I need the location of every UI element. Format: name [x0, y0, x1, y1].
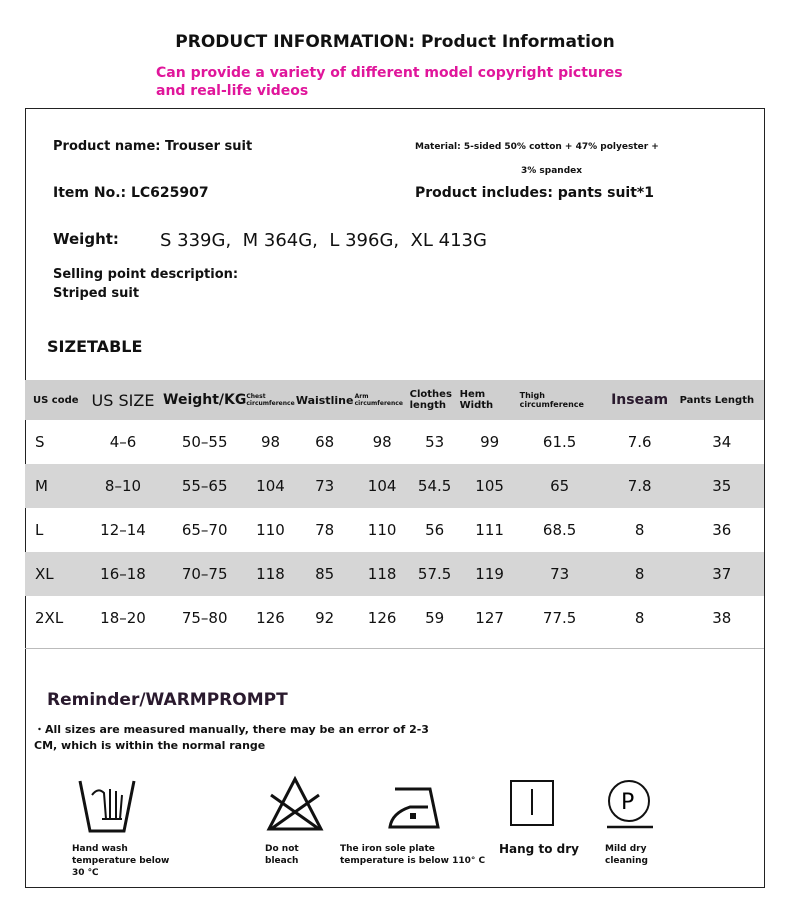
svg-text:P: P	[621, 790, 635, 815]
header-pants-length: Pants Length	[679, 394, 755, 406]
table-cell: 38	[712, 609, 732, 627]
table-cell: 73	[550, 565, 570, 583]
table-cell: 37	[712, 565, 732, 583]
table-cell: 77.5	[542, 609, 577, 627]
table-cell: 110	[256, 521, 285, 539]
table-cell: 118	[367, 565, 397, 583]
table-row	[25, 508, 764, 552]
table-cell: 53	[425, 433, 445, 451]
subtitle: Can provide a variety of different model copyright pictures and real-life videos	[156, 65, 623, 99]
table-cell: 61.5	[542, 433, 577, 451]
item-no: Item No.: LC625907	[53, 185, 209, 201]
header-waistline: Waistline	[295, 393, 354, 407]
table-cell: 36	[712, 521, 732, 539]
table-cell: 68	[315, 433, 335, 451]
table-cell: 35	[712, 477, 732, 495]
table-cell: 85	[315, 565, 335, 583]
table-cell: 65–70	[181, 521, 228, 539]
header-weight: Weight/KG	[163, 392, 247, 408]
table-cell: 126	[367, 609, 397, 627]
table-cell: 126	[256, 609, 285, 627]
header-thigh: Thigh circumference	[519, 391, 584, 409]
weight-label: Weight:	[53, 230, 119, 248]
reminder-title: Reminder/WARMPROMPT	[47, 690, 288, 710]
header-us-size: US SIZE	[91, 390, 155, 410]
table-row	[25, 552, 764, 596]
table-cell: 98	[372, 433, 392, 451]
table-cell: 12–14	[100, 521, 146, 539]
divider	[25, 648, 764, 649]
table-row	[25, 420, 764, 464]
table-cell: 99	[480, 433, 500, 451]
table-cell: 127	[475, 609, 504, 627]
table-row	[25, 596, 764, 640]
size-table	[25, 380, 764, 640]
table-cell: 16–18	[100, 565, 146, 583]
table-cell: 7.8	[627, 477, 652, 495]
table-cell: 2XL	[35, 609, 64, 627]
table-cell: 50–55	[181, 433, 228, 451]
table-cell: 111	[475, 521, 504, 539]
table-cell: 59	[425, 609, 445, 627]
table-cell: 70–75	[181, 565, 228, 583]
table-cell: 8	[634, 521, 645, 539]
table-cell: 57.5	[417, 565, 452, 583]
header-us-code: US code	[33, 394, 79, 406]
table-cell: 78	[315, 521, 335, 539]
table-cell: 56	[425, 521, 445, 539]
header-arm: Arm circumference	[354, 393, 403, 407]
header-inseam: Inseam	[611, 392, 669, 408]
header-hem-width: Hem Width	[459, 389, 494, 411]
table-cell: 105	[475, 477, 504, 495]
iron-icon	[340, 775, 500, 835]
care-no-bleach	[265, 775, 325, 867]
table-cell: 118	[256, 565, 285, 583]
table-header-row	[25, 380, 764, 420]
no-bleach-icon	[265, 775, 325, 835]
table-cell: 7.6	[627, 433, 652, 451]
table-cell: 110	[367, 521, 397, 539]
table-cell: 75–80	[181, 609, 228, 627]
care-dry-clean	[605, 775, 665, 867]
table-cell: 4–6	[109, 433, 137, 451]
table-cell: 104	[256, 477, 285, 495]
table-cell: S	[35, 433, 45, 451]
table-row	[25, 464, 764, 508]
table-cell: L	[35, 521, 44, 539]
material-line2: 3% spandex	[521, 166, 583, 176]
table-cell: 54.5	[417, 477, 452, 495]
table-cell: 8	[634, 565, 645, 583]
care-label: The iron sole plate temperature is below 110° C	[340, 844, 486, 866]
table-cell: 55–65	[181, 477, 228, 495]
reminder-text: ・All sizes are measured manually, there may be an error of 2-3 CM, which is within the normal range	[34, 723, 429, 752]
table-cell: 8	[634, 609, 645, 627]
table-cell: 92	[315, 609, 335, 627]
hang-dry-icon	[499, 775, 559, 835]
table-cell: M	[35, 477, 48, 495]
material-line1: Material: 5-sided 50% cotton + 47% polyester +	[415, 142, 659, 152]
care-label: Hand wash temperature below 30 ℃	[72, 844, 170, 878]
header-chest: Chest circumference	[246, 393, 295, 407]
table-cell: 104	[367, 477, 397, 495]
table-cell: 8–10	[104, 477, 142, 495]
care-label: Mild dry cleaning	[605, 844, 648, 866]
page-title: PRODUCT INFORMATION: Product Information	[175, 32, 615, 52]
table-cell: 18–20	[100, 609, 146, 627]
weight-value: S 339G, M 364G, L 396G, XL 413G	[160, 230, 487, 251]
selling-value: Striped suit	[53, 286, 140, 301]
care-hand-wash	[72, 775, 182, 879]
care-hang-dry	[499, 775, 589, 855]
table-cell: XL	[35, 565, 54, 583]
table-cell: 68.5	[542, 521, 577, 539]
dry-clean-icon	[605, 775, 665, 835]
care-iron	[340, 775, 500, 867]
product-includes: Product includes: pants suit*1	[415, 185, 654, 201]
table-cell: 119	[475, 565, 504, 583]
table-cell: 65	[550, 477, 570, 495]
size-table-title: SIZETABLE	[47, 337, 143, 356]
table-cell: 34	[712, 433, 732, 451]
care-label: Do not bleach	[265, 844, 299, 866]
header-clothes-length: Clothes length	[409, 389, 452, 411]
table-cell: 73	[315, 477, 335, 495]
care-label: Hang to dry	[499, 842, 579, 856]
product-name: Product name: Trouser suit	[53, 139, 253, 154]
table-cell: 98	[260, 433, 281, 451]
selling-label: Selling point description:	[53, 267, 239, 282]
hand-wash-icon	[72, 775, 142, 835]
